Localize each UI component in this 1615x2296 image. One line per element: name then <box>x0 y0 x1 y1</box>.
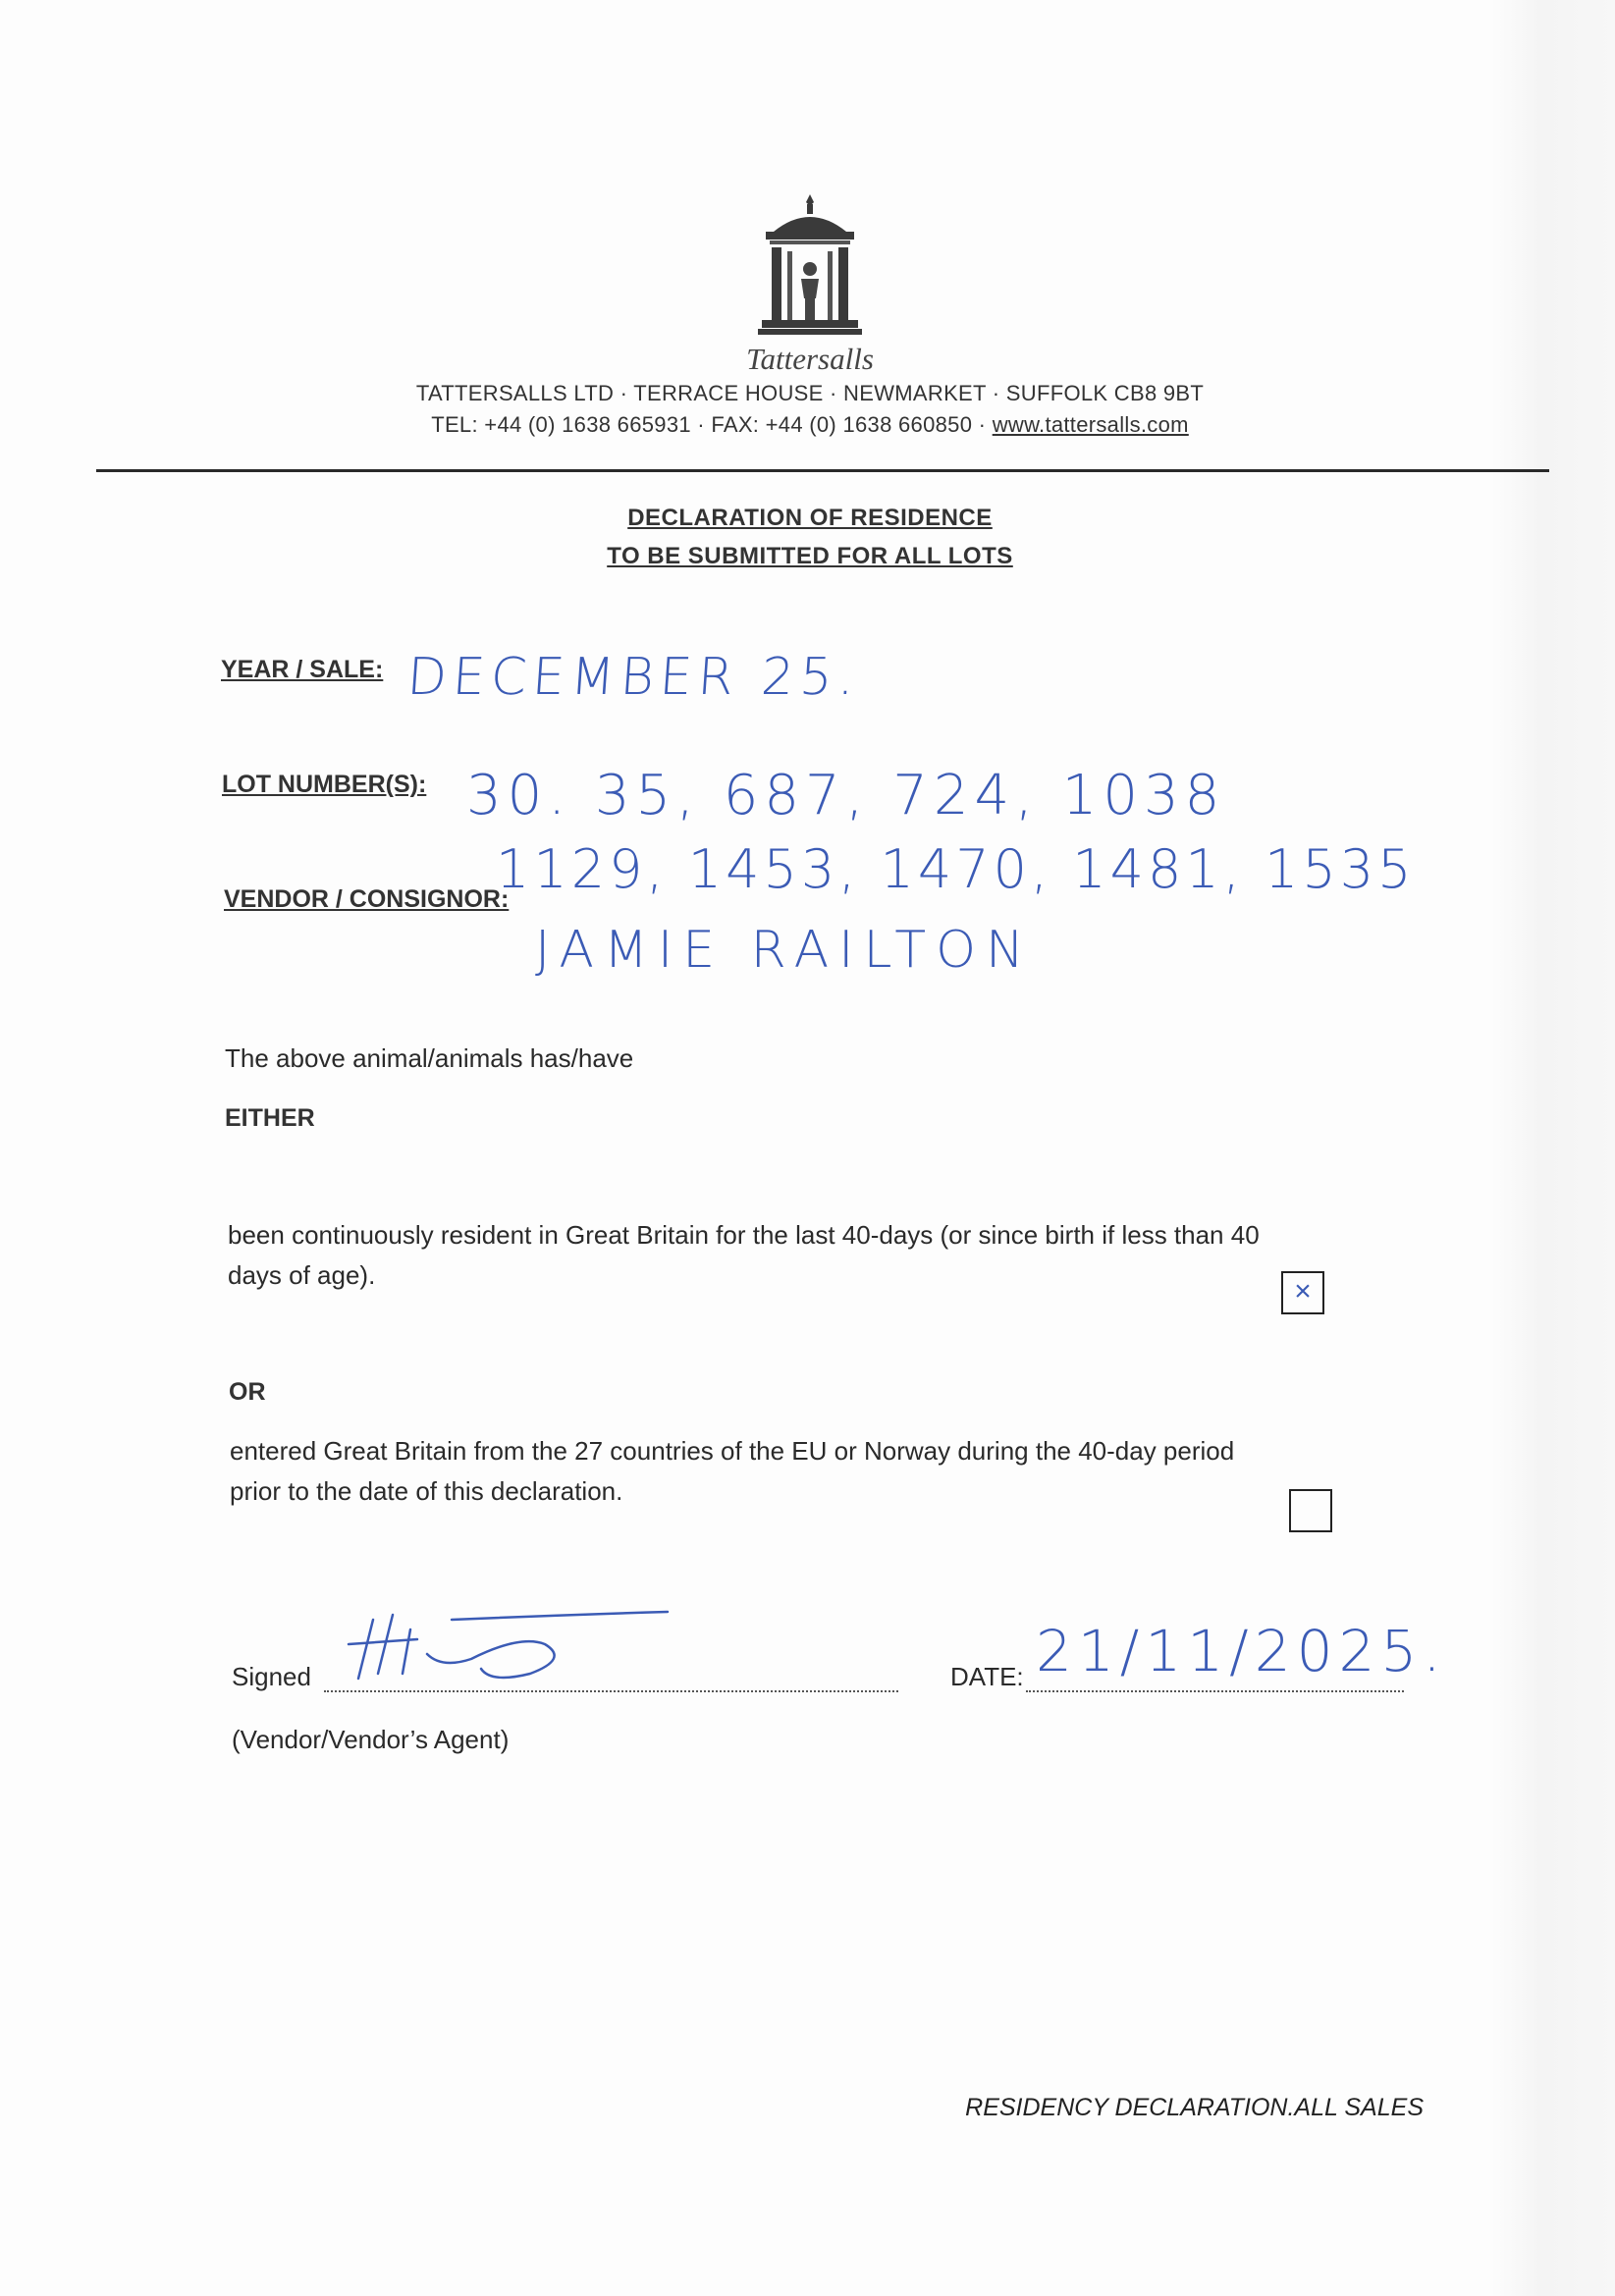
company-address: TATTERSALLS LTD · TERRACE HOUSE · NEWMARKET · SUFFOLK CB8 9BT <box>415 381 1205 405</box>
signer-role: (Vendor/Vendor’s Agent) <box>232 1725 510 1754</box>
signed-label: Signed <box>232 1662 311 1691</box>
date-label: DATE: <box>950 1662 1024 1691</box>
or-label: OR <box>229 1378 266 1406</box>
lot-numbers-line2: 1129, 1453, 1470, 1481, 1535 <box>496 838 1416 900</box>
option2-text-line1: entered Great Britain from the 27 countries of the EU or Norway during the 40-day period <box>230 1436 1235 1466</box>
statement-intro: The above animal/animals has/have <box>225 1043 634 1073</box>
either-label: EITHER <box>225 1104 315 1132</box>
lot-numbers-label: LOT NUMBER(S): <box>222 771 427 798</box>
option1-text-line2: days of age). <box>228 1260 376 1290</box>
handwritten-signature <box>334 1600 677 1688</box>
lot-numbers-line1: 30. 35, 687, 724, 1038 <box>466 764 1226 828</box>
tattersalls-logo <box>756 192 864 340</box>
option2-text-line2: prior to the date of this declaration. <box>230 1476 623 1506</box>
vendor-label: VENDOR / CONSIGNOR: <box>224 885 510 913</box>
website-link[interactable]: www.tattersalls.com <box>992 412 1189 437</box>
header-divider <box>96 469 1549 472</box>
option2-checkbox[interactable] <box>1289 1489 1332 1532</box>
brand-name: Tattersalls <box>746 342 874 376</box>
option1-text-line1: been continuously resident in Great Britain for the last 40-days (or since birth if less than 40 <box>228 1220 1260 1250</box>
checked-x-mark: × <box>1294 1275 1312 1308</box>
signature-line <box>324 1688 898 1692</box>
document-title: DECLARATION OF RESIDENCE <box>627 505 993 531</box>
vendor-value: JAMIE RAILTON <box>535 921 1034 980</box>
date-line <box>1026 1688 1404 1692</box>
date-value: 21/11/2025. <box>1036 1618 1447 1684</box>
year-sale-label: YEAR / SALE: <box>221 656 384 683</box>
year-sale-value: DECEMBER 25. <box>404 648 863 707</box>
document-subtitle: TO BE SUBMITTED FOR ALL LOTS <box>607 543 1013 569</box>
page-edge-shadow <box>1491 0 1615 2296</box>
company-contact <box>295 412 1325 438</box>
footer-label: RESIDENCY DECLARATION.ALL SALES <box>965 2094 1424 2121</box>
phone-fax: TEL: +44 (0) 1638 665931 · FAX: +44 (0) 1638 660850 · <box>431 412 993 437</box>
option1-checkbox[interactable] <box>1281 1271 1324 1314</box>
